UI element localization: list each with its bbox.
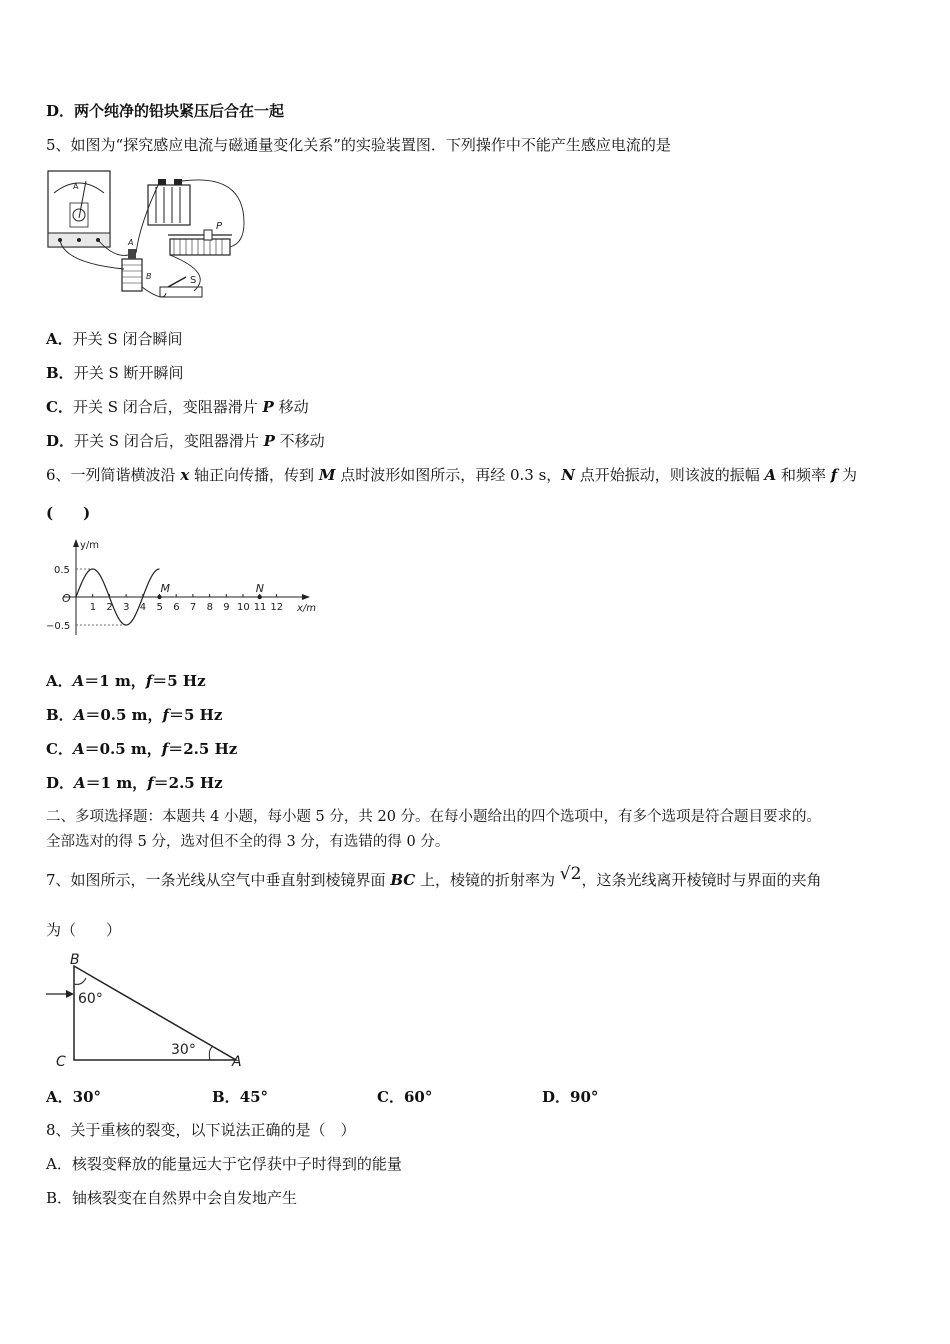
- vertex-c-label: C: [56, 1054, 66, 1070]
- q5-stem: 5、如图为“探究感应电流与磁通量变化关系”的实验装置图．下列操作中不能产生感应电流的是: [46, 136, 671, 154]
- point-n: [258, 595, 262, 599]
- angle-a-label: 30°: [171, 1042, 196, 1058]
- x-tick-label: 1: [89, 602, 97, 613]
- option-letter: D．: [542, 1088, 571, 1106]
- battery: [148, 179, 190, 225]
- option-text: ＝1 m，: [85, 774, 148, 792]
- option-text: 开关 S 闭合后，变阻器滑片: [74, 432, 264, 450]
- option-letter: D．: [46, 432, 75, 450]
- stem-part: 上，棱镜的折射率为: [415, 871, 560, 889]
- galvanometer: [48, 171, 110, 247]
- q7-option-c: [377, 1086, 432, 1107]
- option-letter: C．: [46, 398, 73, 416]
- option-text: ＝0.5 m，: [85, 706, 163, 724]
- option-text: ＝5 Hz: [152, 672, 206, 690]
- q6-option-c: [46, 739, 237, 759]
- stem-var: x: [180, 466, 190, 484]
- prism-triangle: [74, 966, 236, 1060]
- option-var: A: [74, 774, 86, 792]
- option-var: P: [262, 398, 274, 416]
- q7-option-a: [46, 1086, 101, 1107]
- stem-part: 7、如图所示，一条光线从空气中垂直射到棱镜界面: [46, 871, 391, 889]
- stem-var: A: [764, 466, 777, 484]
- stem-part: 轴正向传播，传到: [189, 466, 319, 484]
- label-B: B: [146, 272, 152, 281]
- point-m: [157, 595, 161, 599]
- option-text: 不移动: [274, 432, 325, 450]
- option-letter: D．: [46, 774, 75, 792]
- q7-option-d: [542, 1086, 598, 1107]
- stem-var: BC: [390, 871, 416, 889]
- x-tick-label: 7: [189, 602, 197, 613]
- angle-arc-a: [209, 1047, 212, 1060]
- option-text: 开关 S 断开瞬间: [73, 364, 184, 382]
- label-P: P: [216, 221, 223, 232]
- option-letter: A．: [46, 1088, 73, 1106]
- q6-option-a: [46, 671, 206, 691]
- x-axis-arrow: [302, 594, 310, 600]
- option-var: f: [147, 774, 154, 792]
- q7-options: [46, 1086, 906, 1106]
- option-text: 开关 S 闭合瞬间: [72, 330, 183, 348]
- option-text: 移动: [273, 398, 309, 416]
- y-axis-label: y/m: [80, 540, 100, 551]
- x-tick-label: 5: [156, 602, 163, 613]
- q6-option-b: [46, 705, 222, 725]
- q7-stem: [46, 864, 822, 890]
- option-var: f: [161, 740, 169, 758]
- point-n-label: N: [255, 582, 264, 595]
- stem-part: 点时波形如图所示，再经 0.3 s，: [335, 466, 562, 484]
- q5-option-b: [46, 363, 184, 383]
- stem-part: 6、一列简谐横波沿: [46, 466, 181, 484]
- q8-stem: 8、关于重核的裂变，以下说法正确的是（ ）: [46, 1121, 356, 1139]
- option-text: 开关 S 闭合后，变阻器滑片: [72, 398, 263, 416]
- option-letter: B．: [46, 364, 74, 382]
- option-text: 30°: [72, 1088, 102, 1106]
- angle-b-label: 60°: [78, 991, 103, 1007]
- point-m-label: M: [160, 582, 170, 595]
- x-tick-label: 9: [223, 602, 230, 613]
- q5-option-c: [46, 397, 309, 417]
- q6-stem: [46, 465, 857, 485]
- y-axis-arrow: [73, 539, 79, 547]
- q7-stem-line2: 为（ ）: [46, 921, 122, 939]
- option-letter: C．: [377, 1088, 404, 1106]
- stem-part: ，这条光线离开棱镜时与界面的夹角: [581, 871, 822, 889]
- prism-figure: [44, 950, 254, 1072]
- option-var: A: [73, 706, 86, 724]
- label-A: A: [128, 238, 134, 247]
- x-tick-label: 3: [123, 602, 130, 613]
- x-tick-label: 11: [253, 602, 267, 613]
- option-var: f: [145, 672, 153, 690]
- q7-option-b: [212, 1086, 268, 1107]
- angle-arc-b: [74, 978, 86, 984]
- stem-part: 和频率: [776, 466, 831, 484]
- meter-label: A: [73, 182, 79, 191]
- vertex-b-label: B: [70, 952, 80, 968]
- x-tick-label: 4: [139, 602, 147, 613]
- x-tick-label: 2: [106, 602, 113, 613]
- q4-option-d-text: D．两个纯净的铅块紧压后合在一起: [46, 102, 285, 120]
- q8-option-a: A．核裂变释放的能量远大于它俘获中子时得到的能量: [46, 1155, 402, 1173]
- option-text: ＝2.5 Hz: [168, 740, 238, 758]
- option-var: f: [162, 706, 169, 724]
- x-tick-label: 6: [173, 602, 180, 613]
- option-var: P: [263, 432, 275, 450]
- option-text: 45°: [239, 1088, 269, 1106]
- y-tick-label: −0.5: [46, 621, 71, 632]
- section2-heading-line2: 全部选对的得 5 分，选对但不全的得 3 分，有选错的得 0 分。: [46, 834, 450, 850]
- option-letter: B．: [212, 1088, 240, 1106]
- x-tick-label: 10: [237, 602, 250, 613]
- rheostat: [168, 221, 232, 255]
- x-tick-label: 8: [206, 602, 213, 613]
- option-text: 90°: [570, 1088, 599, 1106]
- sqrt-two: √2: [559, 864, 582, 884]
- x-tick-label: 12: [270, 602, 284, 613]
- wave-graph: [44, 535, 334, 640]
- q4-option-d: [46, 101, 284, 121]
- vertex-a-label: A: [232, 1054, 242, 1070]
- stem-part: 点开始振动，则该波的振幅: [575, 466, 765, 484]
- stem-var: M: [318, 466, 336, 484]
- q5-apparatus-figure: [44, 163, 254, 313]
- x-axis-label: x/m: [297, 603, 317, 614]
- q5-option-a: [46, 329, 182, 349]
- label-S: S: [190, 275, 197, 286]
- q5-option-d: [46, 431, 325, 451]
- stem-var: f: [830, 466, 838, 484]
- option-letter: A．: [46, 330, 73, 348]
- option-letter: A．: [46, 672, 73, 690]
- option-text: 60°: [403, 1088, 433, 1106]
- option-letter: B．: [46, 706, 74, 724]
- option-text: ＝5 Hz: [168, 706, 223, 724]
- origin-label: O: [62, 592, 71, 605]
- stem-var: N: [561, 466, 575, 484]
- y-tick-label: 0.5: [54, 565, 70, 576]
- section2-heading-line1: 二、多项选择题：本题共 4 小题，每小题 5 分，共 20 分。在每小题给出的四个选项中，有多个选项是符合题目要求的。: [46, 809, 822, 825]
- q6-option-d: [46, 773, 223, 793]
- option-letter: C．: [46, 740, 73, 758]
- option-text: ＝1 m，: [84, 672, 146, 690]
- q6-answer-paren: ( ): [46, 504, 91, 522]
- ray-arrow: [66, 990, 74, 998]
- switch: [160, 275, 202, 297]
- option-text: ＝0.5 m，: [84, 740, 162, 758]
- option-var: A: [72, 672, 85, 690]
- q8-option-b: B．铀核裂变在自然界中会自发地产生: [46, 1189, 298, 1207]
- stem-part: 为: [837, 466, 857, 484]
- option-var: A: [72, 740, 85, 758]
- option-text: ＝2.5 Hz: [153, 774, 223, 792]
